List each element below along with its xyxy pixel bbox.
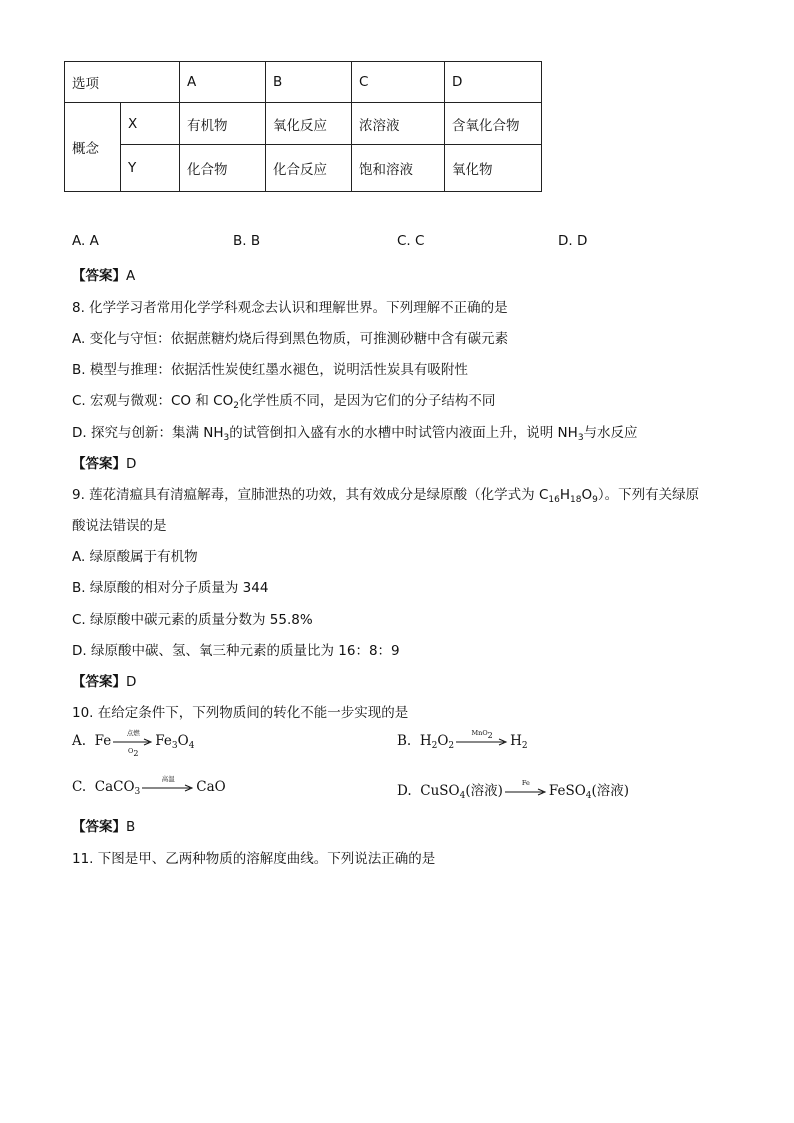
table-col-b: B [266, 62, 352, 103]
q10-option-d: D. CuSO$_4$(溶液) Fe FeSO$_4$(溶液) [397, 778, 630, 801]
q10-answer: 【答案】B [72, 819, 136, 835]
q7-option-c: C. C [397, 233, 425, 249]
table-header-row [65, 62, 542, 103]
reaction-arrow: Fe [505, 788, 547, 796]
q7-answer: 【答案】A [72, 268, 136, 284]
reaction-arrow: MnO2 [456, 738, 508, 746]
table-row [65, 145, 542, 192]
table-cell: 含氧化合物 [445, 103, 542, 145]
q9-answer: 【答案】D [72, 674, 137, 690]
q9-option-b: B. 绿原酸的相对分子质量为 344 [72, 580, 269, 596]
table-cell: 化合物 [180, 145, 266, 192]
table-cell: 有机物 [180, 103, 266, 145]
table-cell: 化合反应 [266, 145, 352, 192]
q9-option-d: D. 绿原酸中碳、氢、氧三种元素的质量比为 16：8：9 [72, 643, 400, 659]
table-row-label: Y [121, 145, 180, 192]
table-col-d: D [445, 62, 542, 103]
table-row [65, 103, 542, 145]
q11-stem: 11. 下图是甲、乙两种物质的溶解度曲线。下列说法正确的是 [72, 851, 436, 867]
q9-stem: 9. 莲花清瘟具有清瘟解毒，宣肺泄热的功效，其有效成分是绿原酸（化学式为 $C_{16}H_{18}O_9$）。下列有关绿原 [72, 487, 700, 505]
q8-option-a: A. 变化与守恒：依据蔗糖灼烧后得到黑色物质，可推测砂糖中含有碳元素 [72, 331, 509, 347]
q10-option-a: A. Fe 点燃 O2 $Fe_3O_4$ [72, 728, 195, 758]
table-group-label: 概念 [65, 103, 121, 192]
table-head-label: 选项 [65, 62, 180, 103]
q8-option-c: C. 宏观与微观：CO 和 $CO_2$化学性质不同，是因为它们的分子结构不同 [72, 393, 496, 411]
table-col-a: A [180, 62, 266, 103]
q8-stem: 8. 化学学习者常用化学学科观念去认识和理解世界。下列理解不正确的是 [72, 300, 508, 316]
table-cell: 氧化物 [445, 145, 542, 192]
table-row-label: X [121, 103, 180, 145]
q10-option-b: B. $H_2O_2$ MnO2 $H_2$ [397, 728, 528, 751]
reaction-arrow: 点燃 O2 [113, 738, 153, 746]
reaction-arrow: 高温 [142, 784, 194, 792]
q8-answer: 【答案】D [72, 456, 137, 472]
q7-option-a: A. A [72, 233, 99, 249]
q7-option-b: B. B [233, 233, 261, 249]
q9-option-c: C. 绿原酸中碳元素的质量分数为 55.8% [72, 612, 313, 628]
q9-option-a: A. 绿原酸属于有机物 [72, 549, 198, 565]
table-cell: 浓溶液 [352, 103, 445, 145]
q8-option-b: B. 模型与推理：依据活性炭使红墨水褪色，说明活性炭具有吸附性 [72, 362, 468, 378]
q8-option-d: D. 探究与创新：集满 $NH_3$的试管倒扣入盛有水的水槽中时试管内液面上升，说明 $NH_3$与水反应 [72, 425, 638, 443]
table-cell: 氧化反应 [266, 103, 352, 145]
table-col-c: C [352, 62, 445, 103]
q10-option-c: C. CaCO$_3$ 高温 CaO [72, 774, 226, 797]
q7-option-d: D. D [558, 233, 588, 249]
q9-stem-line2: 酸说法错误的是 [72, 518, 167, 534]
concept-table [64, 61, 542, 192]
table-cell: 饱和溶液 [352, 145, 445, 192]
q10-stem: 10. 在给定条件下，下列物质间的转化不能一步实现的是 [72, 705, 409, 721]
